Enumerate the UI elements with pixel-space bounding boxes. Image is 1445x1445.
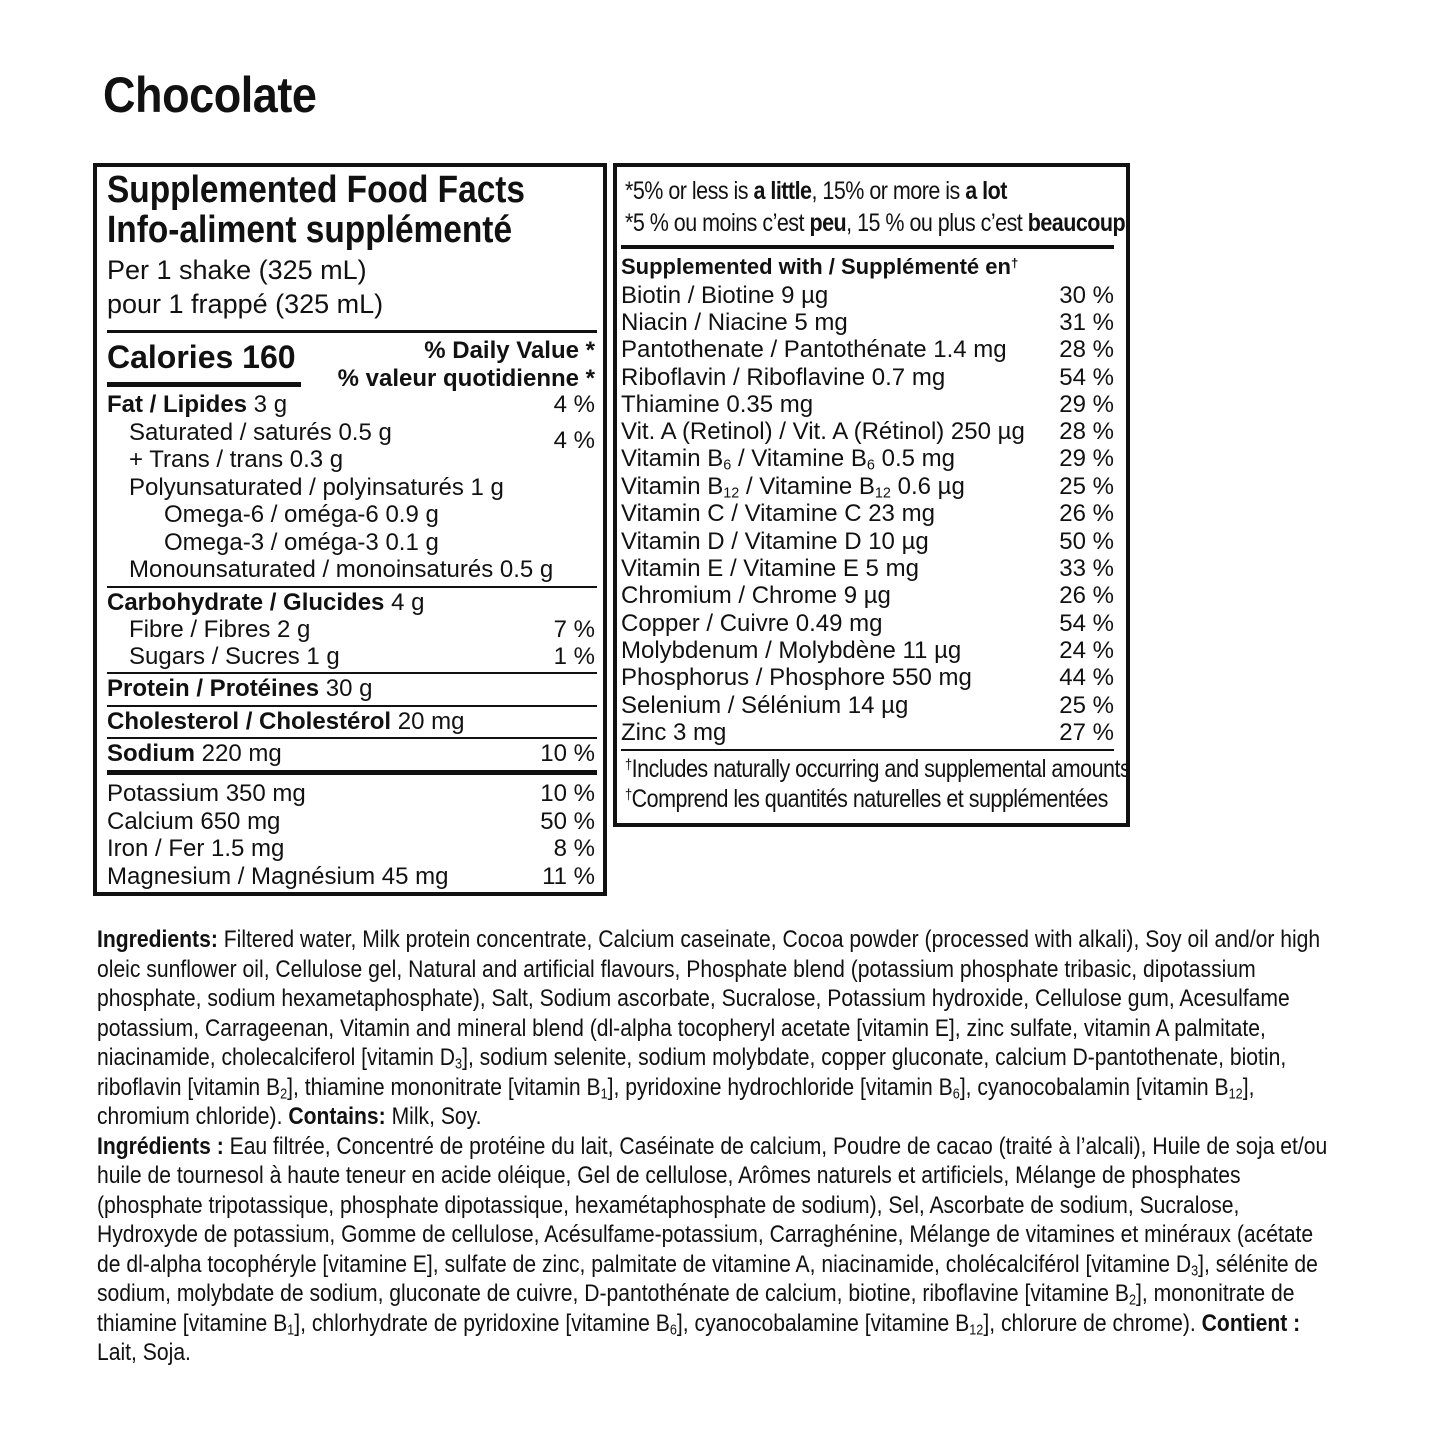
vitamin-pct: 54 % <box>1059 364 1114 391</box>
daily-value-header-en: % Daily Value * <box>424 337 595 364</box>
nutrient-row <box>107 675 595 703</box>
dv-note-fr: *5 % ou moins c’est peu, 15 % ou plus c’est beaucoup <box>625 209 1126 237</box>
panel-heading-fr: Info-aliment supplémenté <box>107 209 513 251</box>
nutrient-amount: 30 g <box>319 675 373 702</box>
daily-value-header-fr: % valeur quotidienne * <box>337 365 595 392</box>
vitamin-pct: 27 % <box>1059 719 1114 746</box>
vitamin-name: Vit. A (Retinol) / Vit. A (Rétinol) 250 µg <box>621 418 1025 445</box>
vitamin-row <box>621 391 1114 418</box>
divider <box>621 749 1114 751</box>
divider <box>107 770 597 775</box>
nutrient-name: Carbohydrate / Glucides <box>107 589 385 616</box>
vitamin-name: Pantothenate / Pantothénate 1.4 mg <box>621 336 1007 363</box>
vitamin-name: Biotin / Biotine 9 µg <box>621 282 829 309</box>
vitamin-name: Phosphorus / Phosphore 550 mg <box>621 664 972 691</box>
nutrient-amount: 220 mg <box>195 740 282 767</box>
vitamin-pct: 54 % <box>1059 610 1114 637</box>
nutrient-row <box>107 708 595 736</box>
nutrient-amount: 3 g <box>247 391 288 418</box>
nutrient-pct: 4 % <box>553 391 595 418</box>
nutrient-row <box>107 419 595 454</box>
vitamin-name: Vitamin $B_{12}$ / Vitamine $B_{12}$ 0.6 µg <box>621 473 965 502</box>
nutrient-name: Omega-3 / oméga-3 0.1 g <box>164 529 439 556</box>
vitamin-pct: 31 % <box>1059 309 1114 336</box>
nutrient-pct: 7 % <box>553 616 595 643</box>
nutrient-pct: 1 % <box>553 643 595 670</box>
vitamin-row <box>621 692 1114 719</box>
supplemented-with-heading: Supplemented with / Supplémenté en† <box>621 254 1019 279</box>
nutrient-pct: 4 % <box>553 427 595 454</box>
nutrient-row <box>107 474 595 502</box>
divider <box>107 705 597 707</box>
nutrient-name: Calcium 650 mg <box>107 808 281 835</box>
calories-underline <box>107 382 301 387</box>
nutrient-name: Magnesium / Magnésium 45 mg <box>107 863 449 890</box>
vitamin-row <box>621 309 1114 336</box>
nutrition-facts-panel <box>93 163 607 896</box>
nutrient-name: Protein / Protéines <box>107 675 320 702</box>
nutrient-row <box>107 643 595 671</box>
divider <box>107 737 597 739</box>
nutrient-row <box>107 616 595 644</box>
vitamin-row <box>621 582 1114 609</box>
vitamin-row <box>621 528 1114 555</box>
nutrient-amount: 4 g <box>384 589 425 616</box>
vitamin-name: Vitamin C / Vitamine C 23 mg <box>621 500 935 527</box>
vitamin-row <box>621 282 1114 309</box>
nutrient-row <box>107 808 595 836</box>
calories: Calories 160 <box>107 339 296 375</box>
vitamin-name: Chromium / Chrome 9 µg <box>621 582 891 609</box>
vitamin-row <box>621 336 1114 363</box>
vitamin-pct: 50 % <box>1059 528 1114 555</box>
vitamin-row <box>621 418 1114 445</box>
vitamin-name: Riboflavin / Riboflavine 0.7 mg <box>621 364 946 391</box>
dv-note-en: *5% or less is a little, 15% or more is a lot <box>625 177 1007 205</box>
vitamin-name: Thiamine 0.35 mg <box>621 391 814 418</box>
nutrient-pct: 50 % <box>540 808 595 835</box>
divider <box>107 672 597 674</box>
nutrient-name: Sugars / Sucres 1 g <box>129 643 340 670</box>
nutrient-name: Iron / Fer 1.5 mg <box>107 835 285 862</box>
nutrient-pct: 10 % <box>540 780 595 807</box>
vitamin-row <box>621 610 1114 637</box>
vitamin-name: Vitamin E / Vitamine E 5 mg <box>621 555 919 582</box>
nutrient-name: Polyunsaturated / polyinsaturés 1 g <box>129 474 504 501</box>
vitamin-pct: 44 % <box>1059 664 1114 691</box>
vitamin-row <box>621 664 1114 691</box>
vitamin-row <box>621 555 1114 582</box>
divider <box>107 586 597 588</box>
nutrient-name: Fibre / Fibres 2 g <box>129 616 311 643</box>
nutrient-row <box>107 446 595 474</box>
vitamin-pct: 29 % <box>1059 445 1114 472</box>
vitamin-pct: 29 % <box>1059 391 1114 418</box>
nutrient-row <box>107 863 595 891</box>
nutrient-row <box>107 780 595 808</box>
nutrient-name: Saturated / saturés 0.5 g <box>129 419 392 446</box>
vitamin-name: Copper / Cuivre 0.49 mg <box>621 610 883 637</box>
vitamin-name: Selenium / Sélénium 14 µg <box>621 692 909 719</box>
ingredients-section <box>97 925 1329 1368</box>
panel-heading-en: Supplemented Food Facts <box>107 169 526 211</box>
nutrient-row <box>107 556 595 584</box>
nutrient-name: Omega-6 / oméga-6 0.9 g <box>164 501 439 528</box>
ingredients-en: Ingredients: Filtered water, Milk protein concentrate, Calcium caseinate, Cocoa powder (processed with alkali), Soy oil and/or high oleic sunflower oil, Cellulose gel, Natural and artificial flavours, Phosphate blend (potassium phosphate tribasic, dipotassium phosphate, sodium hexametaphosphate), Salt, Sodium ascorbate, Sucralose, Potassium hydroxide, Cellulose gum, Acesulfame potassium, Carrageenan, Vitamin and mineral blend (dl-alpha tocopheryl acetate [vitamin E], zinc sulfate, vitamin A palmitate, niacinamide, cholecalciferol [vitamin $D_3$], sodium selenite, sodium molybdate, copper gluconate, calcium D-pantothenate, biotin, riboflavin [vitamin $B_2$], thiamine mononitrate [vitamin $B_1$], pyridoxine hydrochloride [vitamin $B_6$], cyanocobalamin [vitamin $B_{12}$], chromium chloride). Contains: Milk, Soy. <box>97 926 1321 1130</box>
ingredients-fr: Ingrédients : Eau filtrée, Concentré de protéine du lait, Caséinate de calcium, Poudre de cacao (traité à l’alcali), Huile de soja et/ou huile de tournesol à haute teneur en acide oléique, Gel de cellulose, Arômes naturels et artificiels, Mélange de phosphates (phosphate tripotassique, phosphate dipotassique, hexamétaphosphate de sodium), Sel, Ascorbate de sodium, Sucralose, Hydroxyde de potassium, Gomme de cellulose, Acésulfame-potassium, Carraghénine, Mélange de vitamines et minéraux (acétate de dl-alpha tocophéryle [vitamine E], sulfate de zinc, palmitate de vitamine A, niacinamide, cholécalciférol [vitamine $D_3$], sélénite de sodium, molybdate de sodium, gluconate de cuivre, D-pantothénate de calcium, biotine, riboflavine [vitamine $B_2$], mononitrate de thiamine [vitamine $B_1$], chlorhydrate de pyridoxine [vitamine $B_6$], cyanocobalamine [vitamine $B_{12}$], chlorure de chrome). Contient : Lait, Soja. <box>97 1132 1328 1366</box>
vitamin-name: Vitamin D / Vitamine D 10 µg <box>621 528 929 555</box>
supplemented-panel <box>613 163 1130 827</box>
vitamin-pct: 25 % <box>1059 692 1114 719</box>
vitamin-row <box>621 500 1114 527</box>
footnote-fr: †Comprend les quantités naturelles et supplémentées <box>625 785 1108 813</box>
nutrient-row <box>107 740 595 768</box>
vitamin-row <box>621 445 1114 472</box>
vitamin-pct: 24 % <box>1059 637 1114 664</box>
nutrient-row <box>107 501 595 529</box>
nutrient-name: + Trans / trans 0.3 g <box>129 446 344 473</box>
vitamin-row <box>621 473 1114 500</box>
nutrient-name: Fat / Lipides <box>107 391 248 418</box>
nutrient-amount: 20 mg <box>391 708 465 735</box>
vitamin-pct: 30 % <box>1059 282 1114 309</box>
nutrient-pct: 11 % <box>542 863 595 890</box>
nutrient-name: Monounsaturated / monoinsaturés 0.5 g <box>129 556 554 583</box>
nutrient-name: Sodium <box>107 740 195 767</box>
vitamin-row <box>621 719 1114 746</box>
nutrient-name: Cholesterol / Cholestérol <box>107 708 392 735</box>
vitamin-pct: 33 % <box>1059 555 1114 582</box>
nutrient-row <box>107 589 595 617</box>
nutrient-pct: 8 % <box>553 835 595 862</box>
vitamin-name: Zinc 3 mg <box>621 719 727 746</box>
vitamin-pct: 28 % <box>1059 336 1114 363</box>
nutrient-pct: 10 % <box>540 740 595 767</box>
nutrient-name: Potassium 350 mg <box>107 780 306 807</box>
serving-size-en: Per 1 shake (325 mL) <box>107 255 367 285</box>
divider <box>107 330 597 333</box>
vitamin-pct: 25 % <box>1059 473 1114 500</box>
vitamin-name: Vitamin $B_6$ / Vitamine $B_6$ 0.5 mg <box>621 445 955 474</box>
nutrient-row <box>107 835 595 863</box>
footnote-en: †Includes naturally occurring and supplemental amounts <box>625 755 1131 783</box>
vitamin-row <box>621 637 1114 664</box>
vitamin-name: Niacin / Niacine 5 mg <box>621 309 848 336</box>
serving-size-fr: pour 1 frappé (325 mL) <box>107 289 384 319</box>
vitamin-name: Molybdenum / Molybdène 11 µg <box>621 637 962 664</box>
vitamin-pct: 28 % <box>1059 418 1114 445</box>
divider <box>621 245 1114 249</box>
vitamin-pct: 26 % <box>1059 500 1114 527</box>
nutrient-row <box>107 391 595 419</box>
vitamin-row <box>621 364 1114 391</box>
nutrient-row <box>107 529 595 557</box>
vitamin-pct: 26 % <box>1059 582 1114 609</box>
product-title: Chocolate <box>103 67 317 123</box>
